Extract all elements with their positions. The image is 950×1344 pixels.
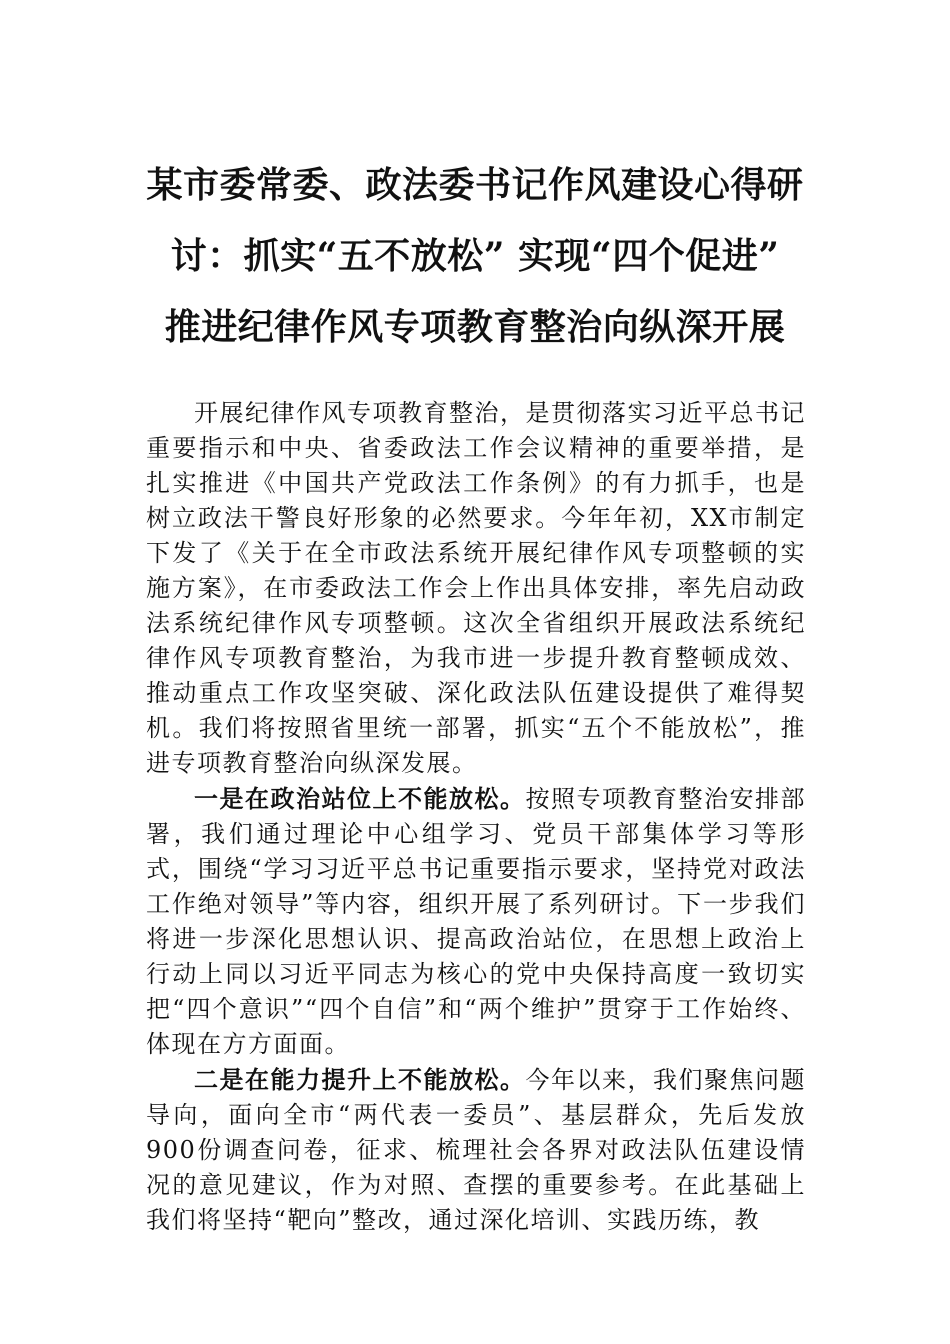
title-line-1: 某市委常委、政法委书记作风建设心得研	[146, 164, 804, 206]
paragraph-political-stance	[146, 781, 806, 1062]
document-title	[140, 150, 810, 363]
paragraph-capability	[146, 1062, 806, 1238]
paragraph-intro	[146, 396, 806, 781]
document-body	[146, 396, 806, 1238]
paragraph-lead: 二是在能力提升上不能放松。	[194, 1065, 526, 1094]
paragraph-text: 按照专项教育整治安排部署，我们通过理论中心组学习、党员干部集体学习等形式，围绕“学习习近平总书记重要指示要求，坚持党对政法工作绝对领导”等内容，组织开展了系列研讨。下一步我们将进一步深化思想认识、提高政治站位，在思想上政治上行动上同以习近平同志为核心的党中央保持高度一致切实把“四个意识”“四个自信”和“两个维护”贯穿于工作始终、体现在方方面面。	[146, 785, 806, 1058]
title-line-2: 讨：抓实“五不放松” 实现“四个促进”	[170, 235, 780, 277]
paragraph-lead: 一是在政治站位上不能放松。	[194, 784, 526, 813]
paragraph-text: 开展纪律作风专项教育整治，是贯彻落实习近平总书记重要指示和中央、省委政法工作会议精神的重要举措，是扎实推进《中国共产党政法工作条例》的有力抓手，也是树立政法干警良好形象的必然要求。今年年初，XX市制定下发了《关于在全市政法系统开展纪律作风专项整顿的实施方案》，在市委政法工作会上作出具体安排，率先启动政法系统纪律作风专项整顿。这次全省组织开展政法系统纪律作风专项教育整治，为我市进一步提升教育整顿成效、推动重点工作攻坚突破、深化政法队伍建设提供了难得契机。我们将按照省里统一部署，抓实“五个不能放松”，推进专项教育整治向纵深发展。	[146, 399, 806, 777]
paragraph-text: 今年以来，我们聚焦问题导向，面向全市“两代表一委员”、基层群众，先后发放900份调查问卷，征求、梳理社会各界对政法队伍建设情况的意见建议，作为对照、查摆的重要参考。在此基础上我们将坚持“靶向”整改，通过深化培训、实践历练，教	[146, 1066, 806, 1234]
title-line-3: 推进纪律作风专项教育整治向纵深开展	[164, 306, 786, 348]
